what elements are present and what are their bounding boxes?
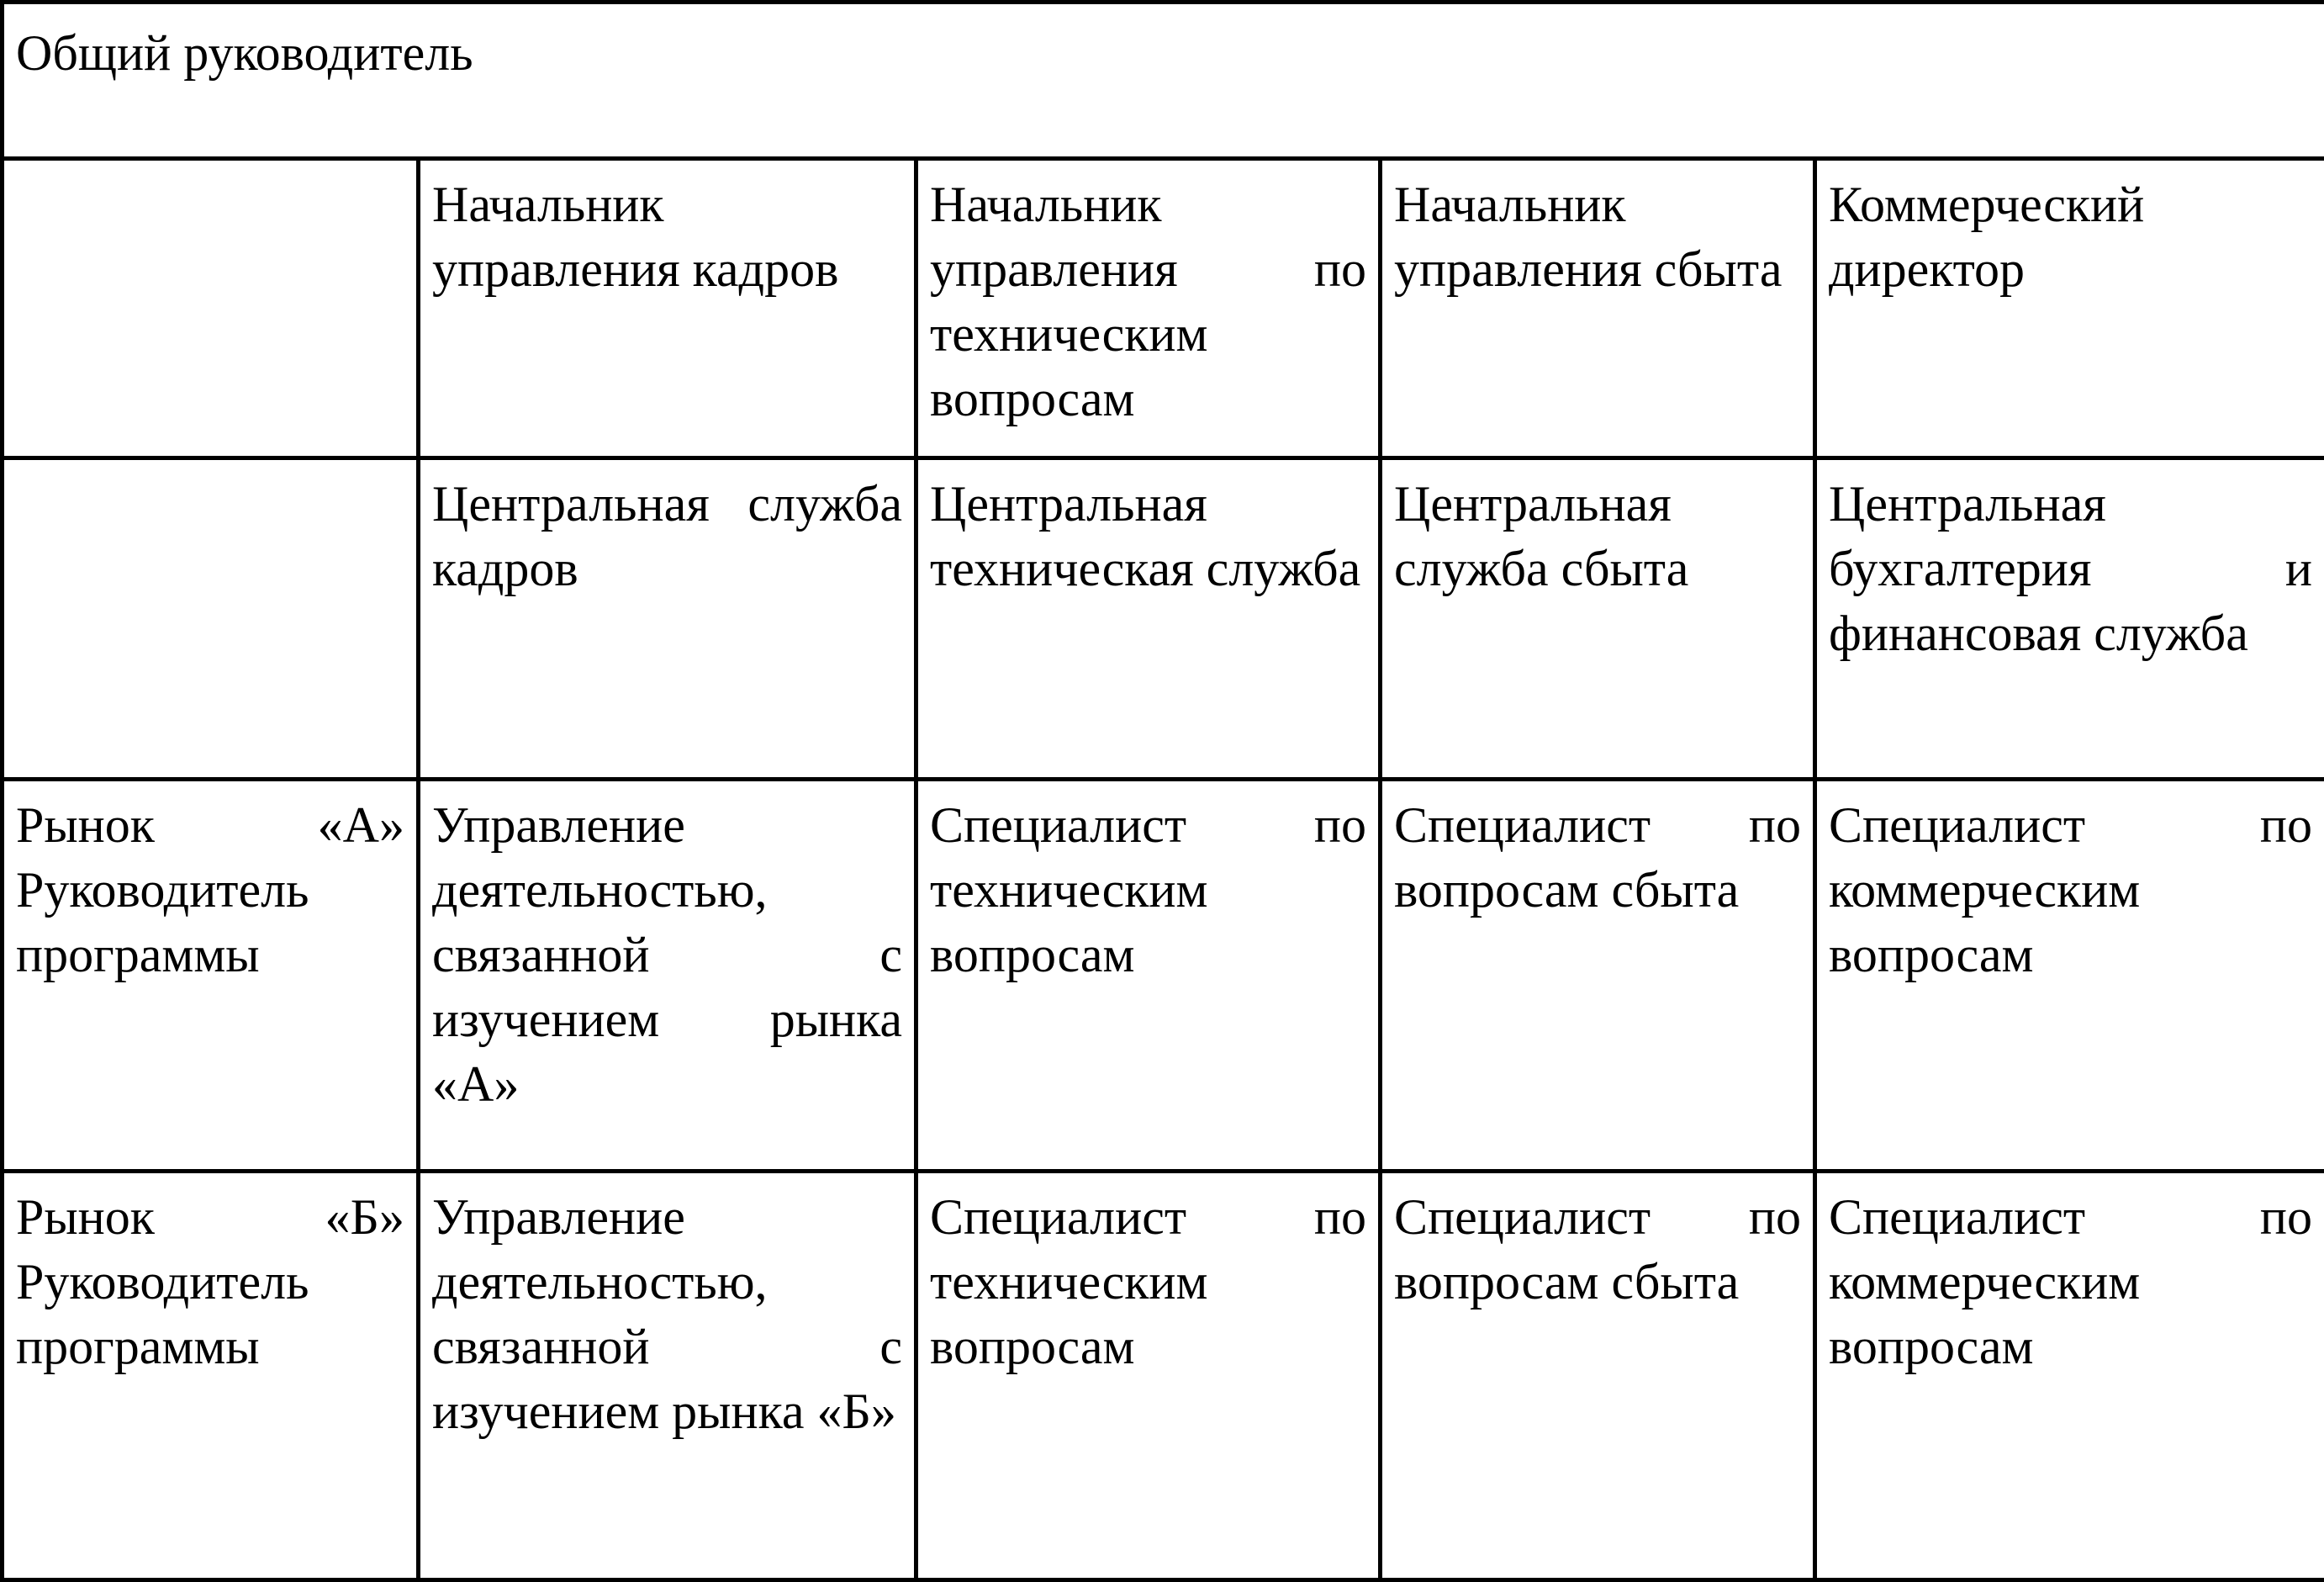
market-cell-text: Специалист по техническим вопросам bbox=[930, 793, 1366, 987]
head-cell-sales bbox=[1381, 159, 1815, 458]
head-label: Коммерческий директор bbox=[1829, 172, 2312, 302]
market-a-commercial-cell bbox=[1815, 780, 2324, 1172]
market-cell-text: Специалист по коммерческим вопросам bbox=[1829, 1185, 2312, 1379]
market-cell-text: Специалист по техническим вопросам bbox=[930, 1185, 1366, 1379]
head-cell-hr bbox=[419, 159, 916, 458]
market-a-technical-cell bbox=[916, 780, 1381, 1172]
service-label: Центральная служба кадров bbox=[432, 472, 902, 601]
market-cell-text: Управление деятельностью, связанной с изучением рынка «А» bbox=[432, 793, 902, 1117]
market-a-label-cell bbox=[3, 780, 419, 1172]
market-b-technical-cell bbox=[916, 1172, 1381, 1580]
market-label: Рынок «А» Руководитель программы bbox=[16, 793, 404, 987]
head-cell-technical bbox=[916, 159, 1381, 458]
table-row-general-manager bbox=[3, 3, 2324, 159]
service-cell-finance bbox=[1815, 458, 2324, 780]
head-cell-commercial bbox=[1815, 159, 2324, 458]
table-row-market-b bbox=[3, 1172, 2324, 1580]
service-cell-technical bbox=[916, 458, 1381, 780]
service-label: Центральная служба сбыта bbox=[1394, 472, 1801, 601]
market-cell-text: Управление деятельностью, связанной с изучением рынка «Б» bbox=[432, 1185, 902, 1444]
market-cell-text: Специалист по коммерческим вопросам bbox=[1829, 793, 2312, 987]
head-label: Начальник управления сбыта bbox=[1394, 172, 1801, 302]
head-label: Начальник управления по техническим вопросам bbox=[930, 172, 1366, 431]
service-cell-sales bbox=[1381, 458, 1815, 780]
market-label: Рынок «Б» Руководитель программы bbox=[16, 1185, 404, 1379]
market-a-sales-cell bbox=[1381, 780, 1815, 1172]
empty-service-cell bbox=[3, 458, 419, 780]
empty-corner-cell bbox=[3, 159, 419, 458]
market-b-sales-cell bbox=[1381, 1172, 1815, 1580]
table-row-services bbox=[3, 458, 2324, 780]
head-label: Начальник управления кадров bbox=[432, 172, 902, 302]
service-label: Центральная техническая служба bbox=[930, 472, 1366, 601]
service-label: Центральная бухгалтерия и финансовая служба bbox=[1829, 472, 2312, 666]
market-b-label-cell bbox=[3, 1172, 419, 1580]
market-a-management-cell bbox=[419, 780, 916, 1172]
table-row-heads bbox=[3, 159, 2324, 458]
market-cell-text: Специалист по вопросам сбыта bbox=[1394, 793, 1801, 923]
table-row-market-a bbox=[3, 780, 2324, 1172]
general-manager-label: Общий руководитель bbox=[16, 21, 2312, 86]
market-cell-text: Специалист по вопросам сбыта bbox=[1394, 1185, 1801, 1315]
market-b-management-cell bbox=[419, 1172, 916, 1580]
market-b-commercial-cell bbox=[1815, 1172, 2324, 1580]
general-manager-cell bbox=[3, 3, 2324, 159]
service-cell-hr bbox=[419, 458, 916, 780]
